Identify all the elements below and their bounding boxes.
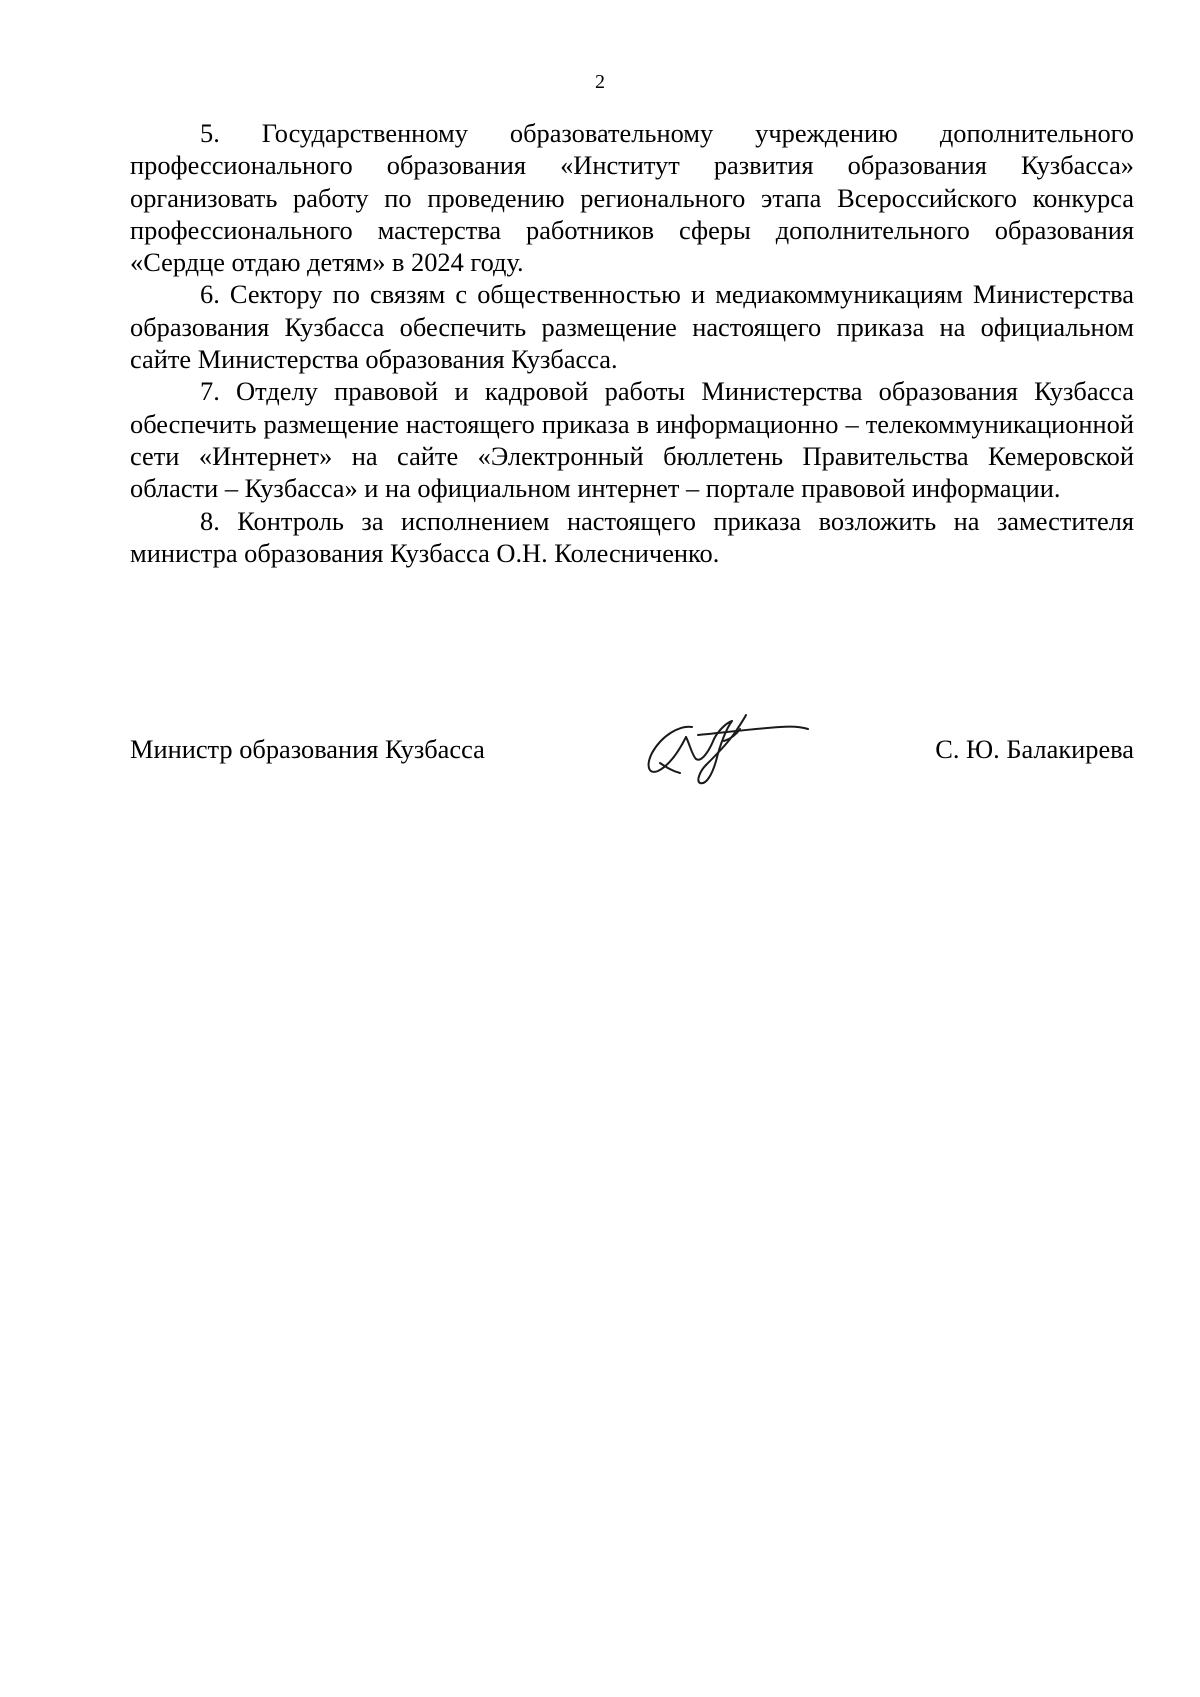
paragraph-6: 6. Сектору по связям с общественностью и медиакоммуникациям Министерства образования Кузбасса обеспечить размещение настоящего приказа на официальном сайте Министерства образования Кузбасса. [130, 279, 1134, 375]
signatory-title: Министр образования Кузбасса [130, 734, 485, 764]
paragraph-7: 7. Отделу правовой и кадровой работы Министерства образования Кузбасса обеспечить размещение настоящего приказа в информационно – телекоммуникационной сети «Интернет» на сайте «Электронный бюллетень Правительства Кемеровской области – Кузбасса» и на официальном интернет – портале правовой информации. [130, 376, 1134, 504]
page-number: 2 [595, 71, 605, 93]
handwritten-signature [640, 705, 815, 790]
paragraph-8: 8. Контроль за исполнением настоящего приказа возложить на заместителя министра образования Кузбасса О.Н. Колесниченко. [130, 505, 1134, 568]
signatory-name: С. Ю. Балакирева [935, 734, 1134, 764]
paragraph-5: 5. Государственному образовательному учреждению дополнительного профессионального образования «Институт развития образования Кузбасса» организовать работу по проведению регионального этапа Всероссийского конкурса профессионального мастерства работников сферы дополнительного образования «Сердце отдаю детям» в 2024 году. [130, 118, 1134, 278]
signature-block [130, 705, 1134, 795]
document-body [130, 117, 1134, 569]
